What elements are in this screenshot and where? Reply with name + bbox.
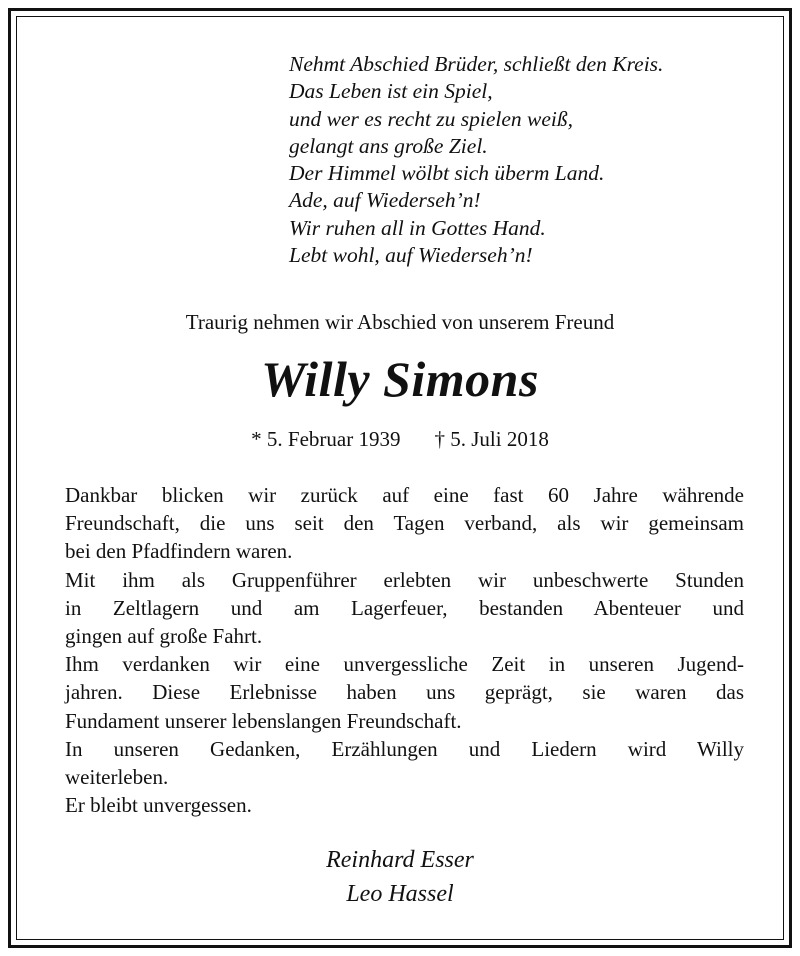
tribute-line: In unseren Gedanken, Erzählungen und Liedern wird Willy [65,736,744,761]
tribute-line: Dankbar blicken wir zurück auf eine fast 60 Jahre währende [65,483,744,507]
life-dates [11,425,789,453]
signature-name: Leo Hassel [346,881,454,907]
tribute-line: bei den Pfadfindern waren. [65,539,293,564]
signatures [11,843,789,911]
tribute-line: in Zeltlagern und am Lagerfeuer, bestanden Abenteuer und [65,595,744,620]
tribute-line: Mit ihm als Gruppenführer erlebten wir unbeschwerte Stunden [65,567,744,592]
tribute-line: Freundschaft, die uns seit den Tagen verband, als wir gemeinsam [65,511,744,536]
poem-line: Nehmt Abschied Brüder, schließt den Kreis. [289,52,664,76]
poem-line: Das Leben ist ein Spiel, [289,79,493,104]
tribute-line: Fundament unserer lebenslangen Freundschaft. [65,708,462,733]
intro-text: Traurig nehmen wir Abschied von unserem Freund [185,310,615,334]
death-date: † 5. Juli 2018 [434,427,549,451]
poem-line: und wer es recht zu spielen weiß, [289,106,574,131]
signature-name: Reinhard Esser [326,847,474,873]
tribute-text [65,481,744,819]
tribute-line: Ihm verdanken wir eine unvergessliche Zeit in unseren Jugend- [65,652,744,677]
poem-line: Lebt wohl, auf Wiederseh’n! [289,243,533,268]
poem-line: Der Himmel wölbt sich überm Land. [289,161,605,186]
poem-line: gelangt ans große Ziel. [289,133,488,158]
poem-line: Wir ruhen all in Gottes Hand. [289,215,546,240]
poem [289,51,769,269]
poem-line: Ade, auf Wiederseh’n! [289,188,481,213]
tribute-line: Er bleibt unvergessen. [65,793,252,818]
deceased-name: Willy Simons [261,351,539,407]
tribute-line: gingen auf große Fahrt. [65,624,263,649]
birth-date: * 5. Februar 1939 [251,427,401,451]
tribute-line: jahren. Diese Erlebnisse haben uns geprägt, sie waren das [65,680,744,705]
obituary-frame [8,8,792,948]
tribute-line: weiterleben. [65,765,169,790]
